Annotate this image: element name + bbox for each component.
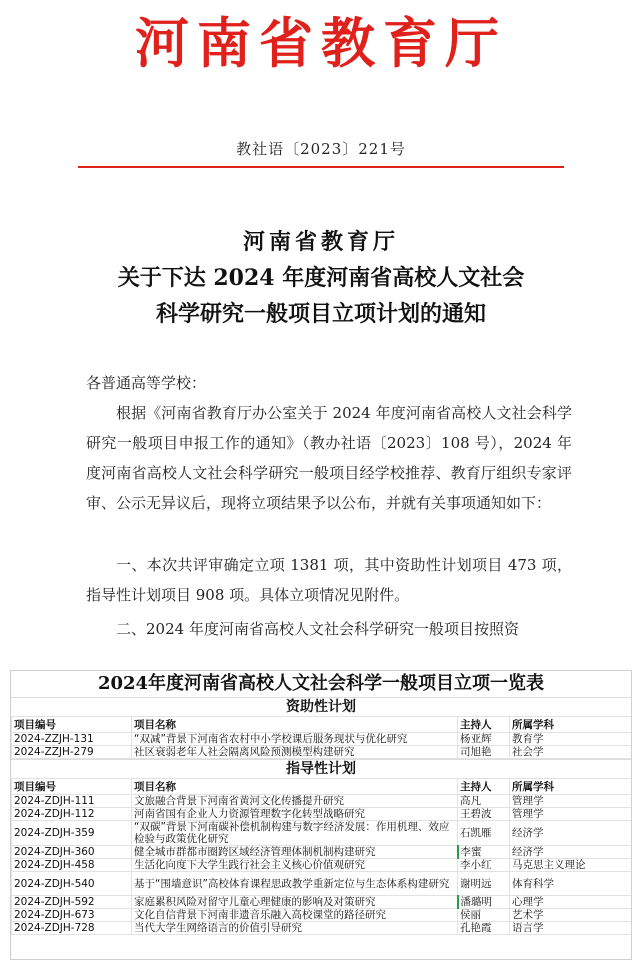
guided-table [11,778,632,935]
cell-discipline: 艺术学 [510,909,633,922]
cell-name: 健全城市群都市圈跨区域经济管理体制机制构建研究 [132,846,458,859]
guided-header-row [12,779,633,795]
cell-name: 家庭累积风险对留守儿童心理健康的影响及对策研究 [132,896,458,909]
cell-discipline: 马克思主义理论 [510,859,633,872]
cell-id: 2024-ZDJH-728 [12,922,132,935]
cell-host: 杨亚辉 [458,733,510,746]
cell-id: 2024-ZZJH-279 [12,746,132,759]
table-row [12,859,633,872]
header-name: 项目名称 [132,779,458,795]
cell-discipline: 社会学 [510,746,633,759]
cell-host: 高凡 [458,795,510,808]
cell-id: 2024-ZDJH-458 [12,859,132,872]
paragraph-2: 一、本次共评审确定立项 1381 项，其中资助性计划项目 473 项，指导性计划项目 908 项。具体立项情况见附件。 [86,556,572,604]
cell-host: 侯丽 [458,909,510,922]
table-row [12,922,633,935]
header-host: 主持人 [458,779,510,795]
cell-id: 2024-ZDJH-359 [12,821,132,846]
cell-discipline: 体育科学 [510,872,633,896]
cell-host: 李小红 [458,859,510,872]
cell-id: 2024-ZDJH-112 [12,808,132,821]
cell-name: 河南省国有企业人力资源管理数字化转型战略研究 [132,808,458,821]
cell-discipline: 教育学 [510,733,633,746]
table-row [12,795,633,808]
funded-section-title: 资助性计划 [11,697,631,716]
cell-name: “双减”背景下河南省农村中小学校课后服务现状与优化研究 [132,733,458,746]
table-row [12,909,633,922]
header-discipline: 所属学科 [510,779,633,795]
paragraph-3: 二、2024 年度河南省高校人文社会科学研究一般项目按照资 [116,620,519,638]
table-row [12,746,633,759]
annex-title: 2024年度河南省高校人文社会科学一般项目立项一览表 [97,673,545,694]
title-line-2: 关于下达 2024 年度河南省高校人文社会 [117,265,525,291]
cell-discipline: 语言学 [510,922,633,935]
funded-table [11,716,632,759]
cell-name: 生活化向度下大学生践行社会主义核心价值观研究 [132,859,458,872]
table-row [12,896,633,909]
cell-name: “双碳”背景下河南碳补偿机制构建与数字经济发展：作用机理、效应检验与政策优化研究 [132,821,458,846]
cell-discipline: 经济学 [510,821,633,846]
table-row [12,808,633,821]
cell-host: 孔艳霞 [458,922,510,935]
header-name: 项目名称 [132,717,458,733]
funded-header-row [12,717,633,733]
cell-discipline: 管理学 [510,795,633,808]
header-discipline: 所属学科 [510,717,633,733]
table-row [12,821,633,846]
red-divider [78,166,564,168]
header-id: 项目编号 [12,717,132,733]
cell-host: 潘璐明 [458,896,510,909]
table-row [12,733,633,746]
salutation: 各普通高等学校： [86,374,207,392]
cell-name: 基于“围墙意识”高校体育课程思政教学重新定位与生态体系构建研究 [132,872,458,896]
annex-table-panel [10,670,632,960]
cell-host: 王碧波 [458,808,510,821]
cell-name: 文旅融合背景下河南省黄河文化传播提升研究 [132,795,458,808]
cell-host: 李蜜 [458,846,510,859]
cell-host: 石凯雁 [458,821,510,846]
cell-id: 2024-ZDJH-592 [12,896,132,909]
cell-host: 司旭艳 [458,746,510,759]
table-row [12,846,633,859]
title-line-3: 科学研究一般项目立项计划的通知 [155,301,486,327]
letterhead: 河南省教育厅 [135,11,507,75]
cell-name: 当代大学生网络语言的价值引导研究 [132,922,458,935]
paragraph-1: 根据《河南省教育厅办公室关于 2024 年度河南省高校人文社会科学研究一般项目申报工作的通知》（教办社语〔2023〕108 号），2024 年度河南省高校人文社会科学研究一般项目经学校推荐、教育厅组织专家评审、公示无异议后，现将立项结果予以公布，并就有关事项通知如下： [86,404,572,512]
document-number: 教社语〔2023〕221号 [236,140,406,158]
guided-section-title: 指导性计划 [11,759,631,778]
cell-discipline: 经济学 [510,846,633,859]
header-host: 主持人 [458,717,510,733]
cell-discipline: 管理学 [510,808,633,821]
cell-id: 2024-ZDJH-673 [12,909,132,922]
table-row [12,872,633,896]
cell-name: 社区衰弱老年人社会隔离风险预测模型构建研究 [132,746,458,759]
header-id: 项目编号 [12,779,132,795]
cell-id: 2024-ZDJH-111 [12,795,132,808]
title-line-1: 河南省教育厅 [242,229,399,255]
cell-id: 2024-ZZJH-131 [12,733,132,746]
cell-discipline: 心理学 [510,896,633,909]
cell-id: 2024-ZDJH-360 [12,846,132,859]
cell-name: 文化自信背景下河南非遗音乐融入高校课堂的路径研究 [132,909,458,922]
cell-host: 谢明远 [458,872,510,896]
cell-id: 2024-ZDJH-540 [12,872,132,896]
